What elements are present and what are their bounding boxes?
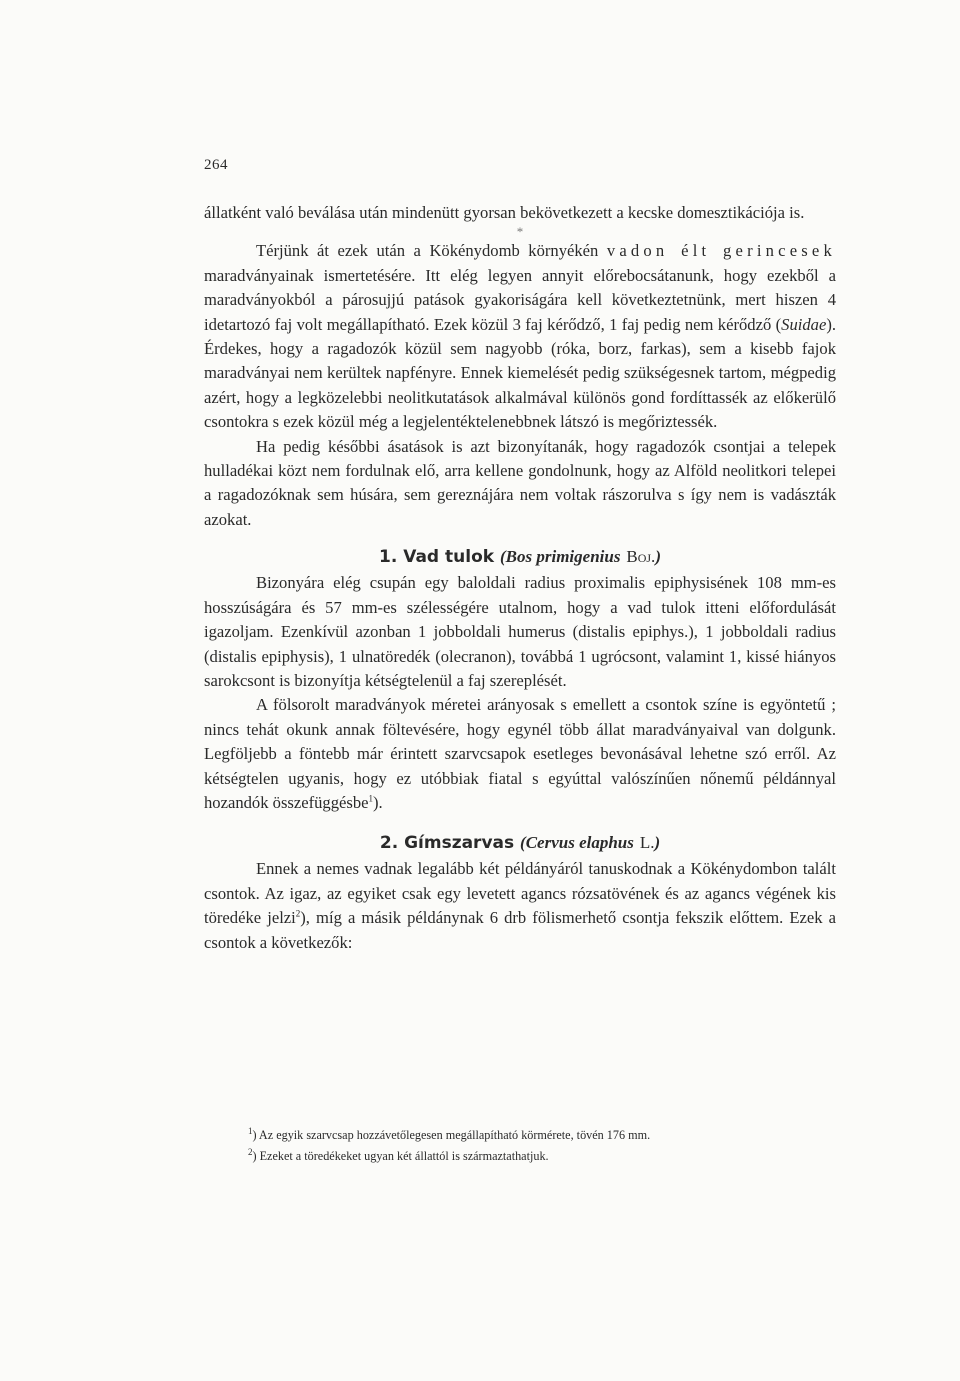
footnote [248, 1146, 848, 1167]
page-number: 264 [204, 157, 228, 173]
heading-name: Vad tulok [403, 547, 495, 568]
spaced-emphasis: vadon élt gerincesek [606, 241, 836, 261]
heading-latin-name: Cervus elaphus [525, 833, 634, 853]
heading-author: L. [639, 833, 655, 853]
footnote-ref: 1 [368, 793, 374, 804]
section-separator: * [516, 224, 524, 240]
heading-paren-close: ) [655, 547, 661, 567]
heading-latin-name: Bos primigenius [505, 547, 621, 567]
italic-taxon: Suidae [781, 314, 827, 334]
body-text [204, 201, 836, 955]
text-run: Térjünk át ezek után a Kökénydomb környékén [256, 241, 607, 261]
heading-paren-close: ) [654, 833, 661, 853]
heading-paren-open: ( [520, 833, 526, 853]
text-run: ). [373, 792, 383, 812]
paragraph-red-deer [204, 857, 836, 955]
paragraph-predators: Ha pedig későbbi ásatások is azt bizonyítanák, hogy ragadozók csontjai a telepek hulladékai közt nem fordulnak elő, arra kellene gondolnunk, hogy az Alföld neolitkori telepei a ragadozóknak sem húsára, sem gereznájára nem voltak rászorulva s így nem is vadászták azokat. [204, 436, 836, 529]
text-run: Ennek a nemes vadnak legalább két példányáról tanuskodnak a Kökénydombon talált csontok. Az igaz, az egyiket csak egy levetett agancs rózsatövének és az agancs végének kis töredéke jelzi [204, 859, 836, 928]
paragraph-measurements [204, 693, 836, 815]
text-run: maradványainak ismertetésére. Itt elég legyen annyit előrebocsátanunk, hogy ezekből a maradványokból a párosujjú patások gyakoriságára kell következtetnünk, mert hiszen 4 idetartozó faj volt megállapítható. Ezek közül 3 faj kérődző, 1 faj pedig nem kérődző ( [204, 265, 836, 334]
text-run: ). Érdekes, hogy a ragadozók közül sem nagyobb (róka, borz, farkas), sem a kisebb fajok maradványai nem kerültek napfényre. Ennek kiemelését pedig szükségesnek tartom, mégpedig azért, hogy a legközelebbi neolitkutatások alkalmával különös gond fordíttassék az előkerülő csontokra s ezek közül még a legjelentéktelenebbnek látszó is megőriztessék. [204, 314, 836, 432]
heading-vad-tulok [204, 545, 836, 569]
intro-paragraph: állatként való beválása után mindenütt gyorsan bekövetkezett a kecske domesztikációja is. [204, 203, 805, 222]
footnote-mark: 1 [248, 1125, 253, 1136]
text-run: ), míg a másik példánynak 6 drb fölismerhető csontja fekszik előttem. Ezek a csontok a következők: [204, 908, 836, 952]
footnote-text: ) Az egyik szarvcsap hozzávetőlegesen megállapítható körmérete, tövén 176 mm. [252, 1128, 651, 1142]
text-run: A fölsorolt maradványok méretei arányosak s emellett a csontok színe is egyöntetű ; nincs tehát okunk annak föltevésére, hogy egynél több állat maradványaival van dolgunk. Legföljebb a föntebb már érintett szarvcsapok esetleges bevonásával lehetne szó erről. Az kétségtelen ugyanis, hogy ez utóbbiak fiatal s egyúttal valószínűen nőnemű példánnyal hozandók összefüggésbe [204, 695, 836, 812]
footnote-text: ) Ezeket a töredékeket ugyan két állattól is származtathatjuk. [252, 1149, 549, 1163]
paragraph-aurochs: Bizonyára elég csupán egy baloldali radius proximalis epiphysisének 108 mm-es hosszúságára és 57 mm-es szélességére utalnom, hogy a vad tulok itteni előfordulását igazoljam. Ezenkívül azonban 1 jobboldali humerus (distalis epiphys.), 1 jobboldali radius (distalis epiphysis), 1 ulnatöredék (olecranon), továbbá 1 ugrócsont, valamint 1, kissé hiányos sarokcsont is bizonyítja kétségtelenül a faj szereplését. [204, 573, 836, 690]
heading-name: Gímszarvas [404, 833, 515, 854]
footnote-mark: 2 [248, 1146, 253, 1157]
footnote-ref: 2 [295, 908, 301, 919]
heading-author: Boj. [626, 547, 656, 567]
heading-number: 2. [379, 833, 399, 854]
footnotes [248, 1125, 848, 1167]
footnote [248, 1125, 848, 1146]
paragraph-wild-vertebrates [204, 239, 836, 434]
heading-paren-open: ( [499, 547, 506, 567]
heading-number: 1. [379, 547, 398, 568]
heading-gimszarvas [204, 831, 836, 855]
